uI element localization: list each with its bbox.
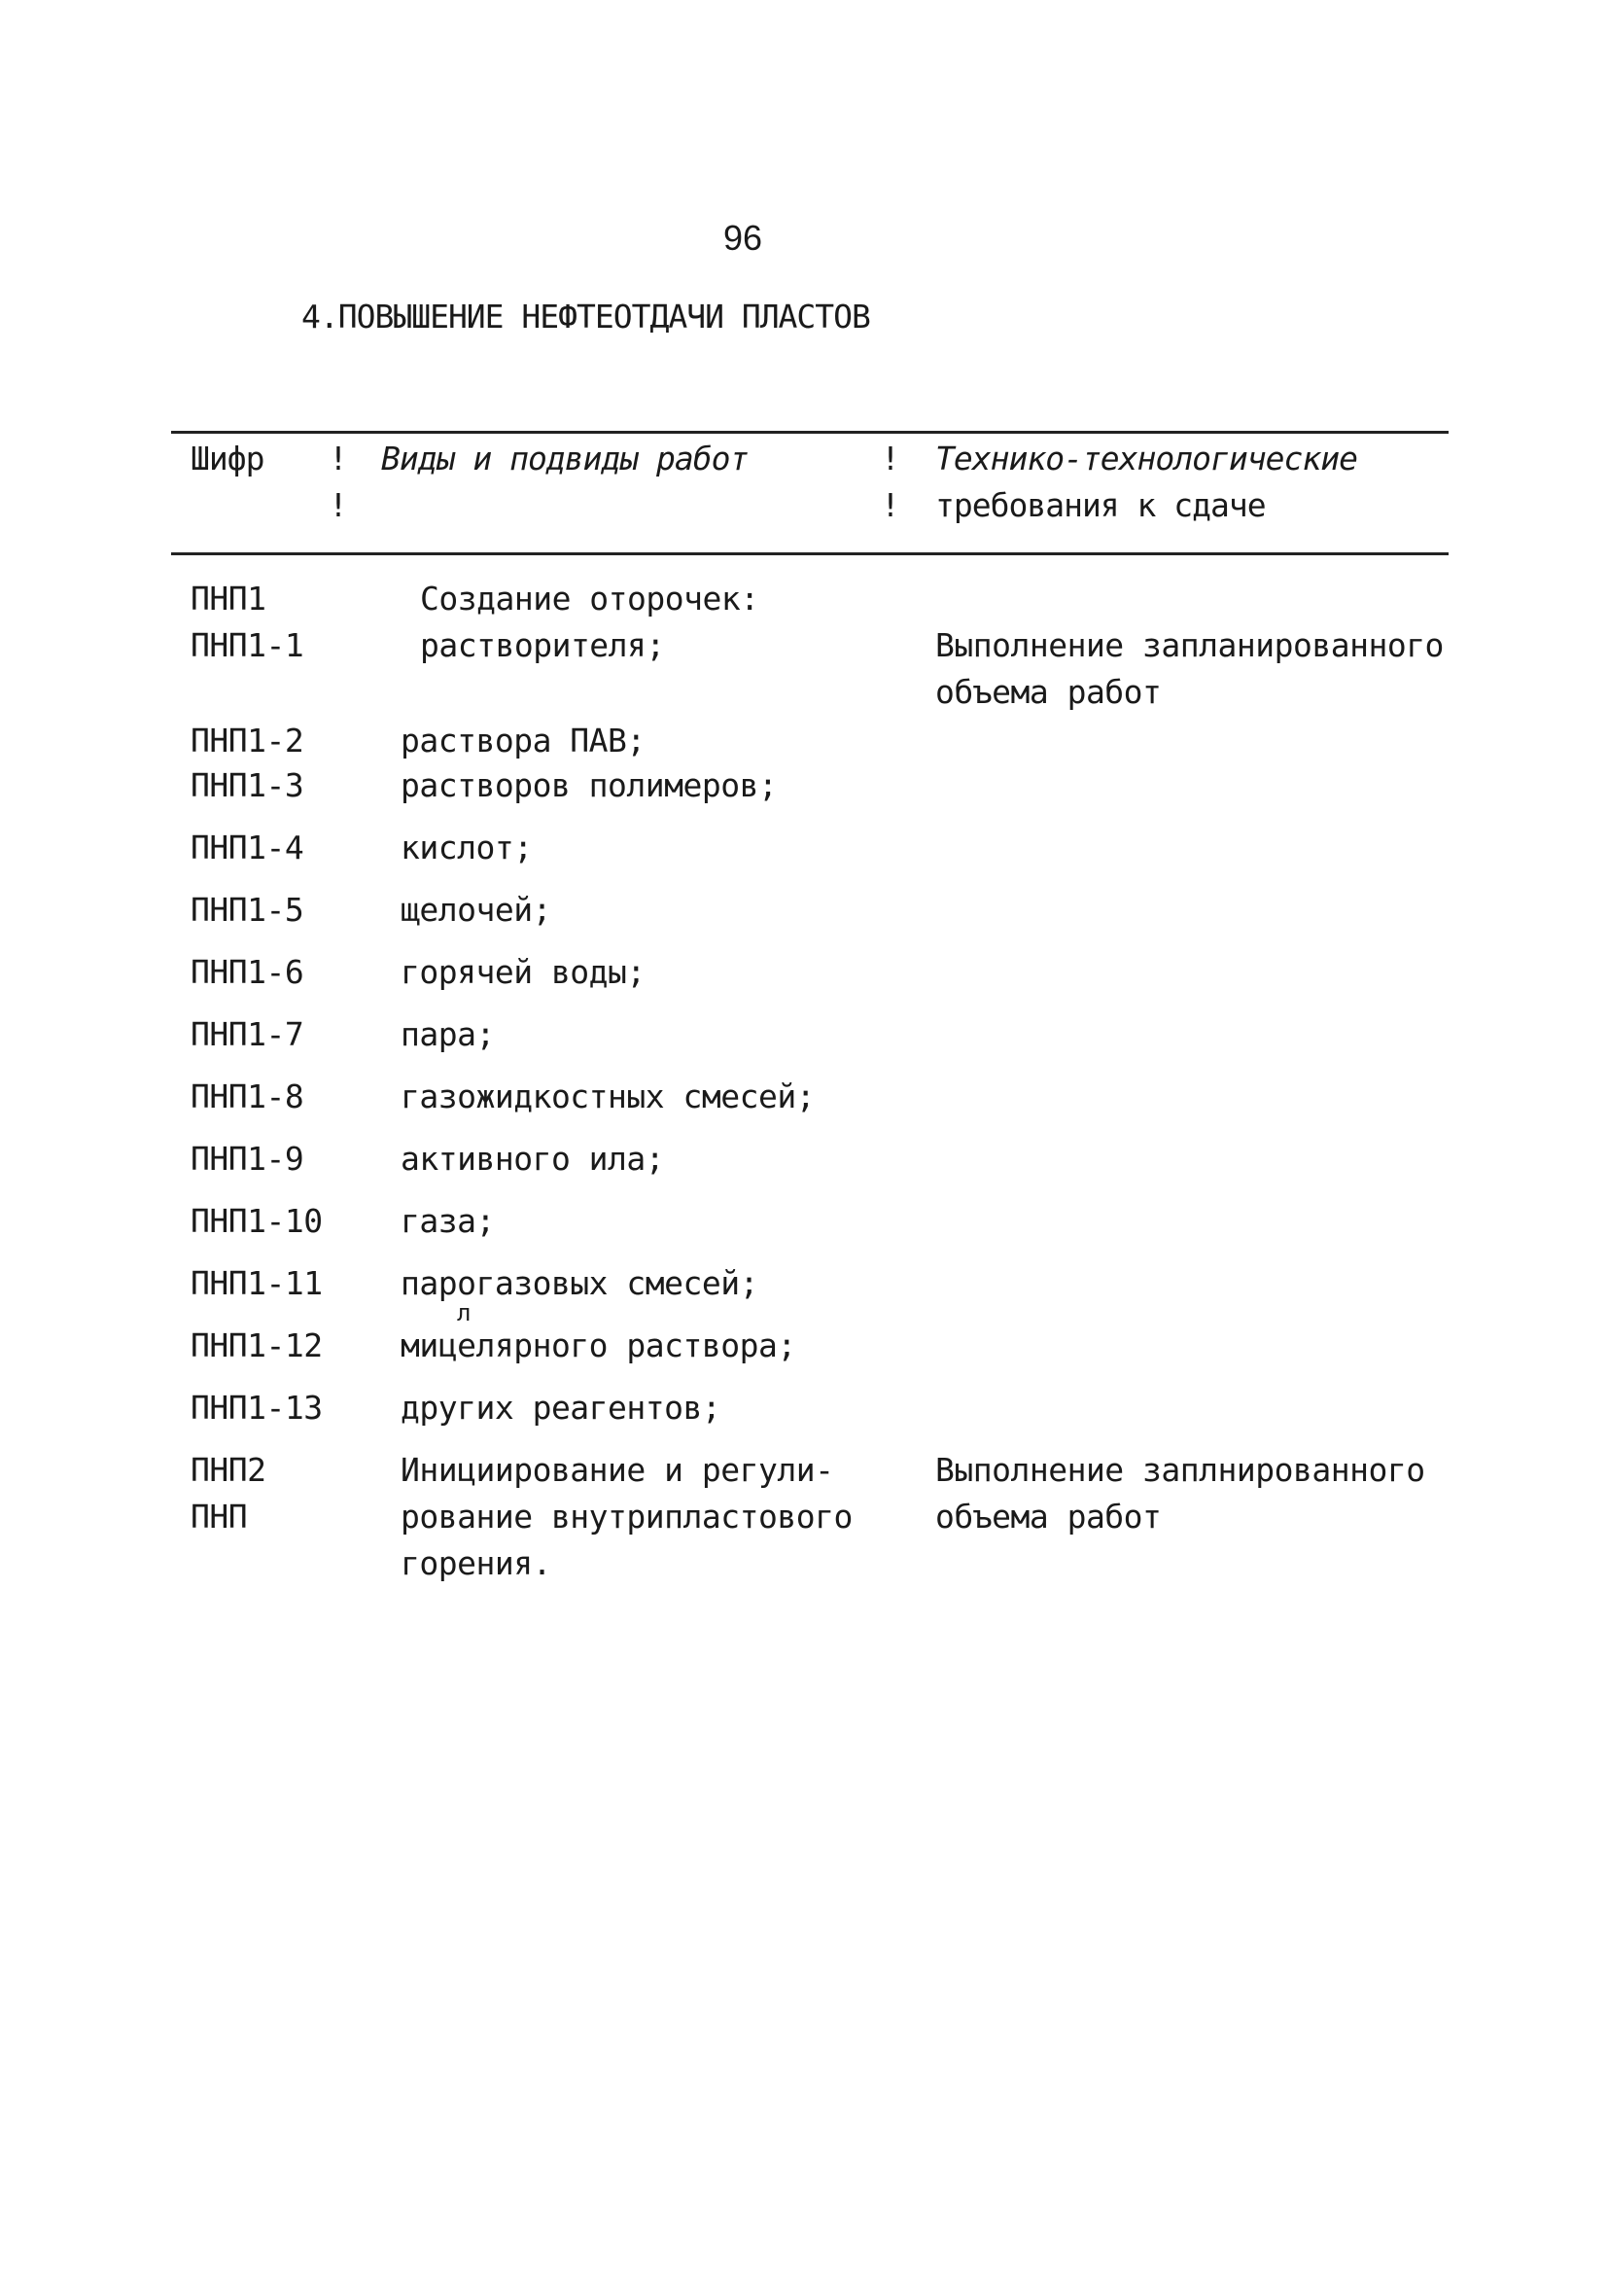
row-code: ПНП1-8 xyxy=(191,1077,304,1115)
section-title: 4.ПОВЫШЕНИЕ НЕФТЕОТДАЧИ ПЛАСТОВ xyxy=(301,298,870,336)
row-code: ПНП1 xyxy=(191,580,266,618)
row-code: ПНП1-2 xyxy=(191,722,304,759)
row-work: газожидкостных смесей; xyxy=(401,1077,816,1115)
header-code: Шифр xyxy=(191,440,264,477)
row-code: ПНП1-10 xyxy=(191,1202,323,1240)
row-work: газа; xyxy=(401,1202,495,1240)
handwritten-insert: л xyxy=(457,1299,472,1326)
header-work: Виды и подвиды работ xyxy=(381,440,749,477)
row-work: щелочей; xyxy=(401,891,551,929)
row-code: ПНП1-1 xyxy=(191,626,304,664)
row-requirement: Выполнение заплнированного xyxy=(935,1451,1425,1489)
row-work: растворителя; xyxy=(420,626,665,664)
row-code: ПНП1-3 xyxy=(191,766,304,804)
row-work: Создание оторочек: xyxy=(420,580,759,618)
table-top-rule xyxy=(171,431,1449,434)
row-code: ПНП xyxy=(191,1498,248,1536)
row-work: растворов полимеров; xyxy=(401,766,778,804)
row-code: ПНП1-9 xyxy=(191,1140,304,1178)
row-code: ПНП2 xyxy=(191,1451,266,1489)
row-work: рование внутрипластового xyxy=(401,1498,853,1536)
row-work: раствора ПАВ; xyxy=(401,722,646,759)
row-work: кислот; xyxy=(401,829,533,866)
row-code: ПНП1-7 xyxy=(191,1015,304,1053)
row-code: ПНП1-5 xyxy=(191,891,304,929)
header-separator: ! xyxy=(329,440,348,477)
row-work: Инициирование и регули- xyxy=(401,1451,834,1489)
header-requirements: требования к сдаче xyxy=(935,486,1266,524)
row-work: горячей воды; xyxy=(401,953,646,991)
row-code: ПНП1-6 xyxy=(191,953,304,991)
row-work: мицелярного раствора; xyxy=(401,1326,796,1364)
row-requirement: объема работ xyxy=(935,1498,1162,1536)
header-separator: ! xyxy=(881,440,900,477)
row-work: активного ила; xyxy=(401,1140,665,1178)
header-separator: ! xyxy=(881,486,900,524)
table-header-rule xyxy=(171,552,1449,555)
row-code: ПНП1-11 xyxy=(191,1264,323,1302)
row-code: ПНП1-4 xyxy=(191,829,304,866)
row-work: других реагентов; xyxy=(401,1389,721,1427)
header-separator: ! xyxy=(329,486,348,524)
page-number: 96 xyxy=(723,218,763,258)
header-requirements: Технико-технологические xyxy=(935,440,1357,477)
row-work: пара; xyxy=(401,1015,495,1053)
row-requirement: объема работ xyxy=(935,673,1162,711)
row-code: ПНП1-13 xyxy=(191,1389,323,1427)
row-code: ПНП1-12 xyxy=(191,1326,323,1364)
row-requirement: Выполнение запланированного xyxy=(935,626,1444,664)
row-work: горения. xyxy=(401,1544,551,1582)
row-work: парогазовых смесей; xyxy=(401,1264,758,1302)
